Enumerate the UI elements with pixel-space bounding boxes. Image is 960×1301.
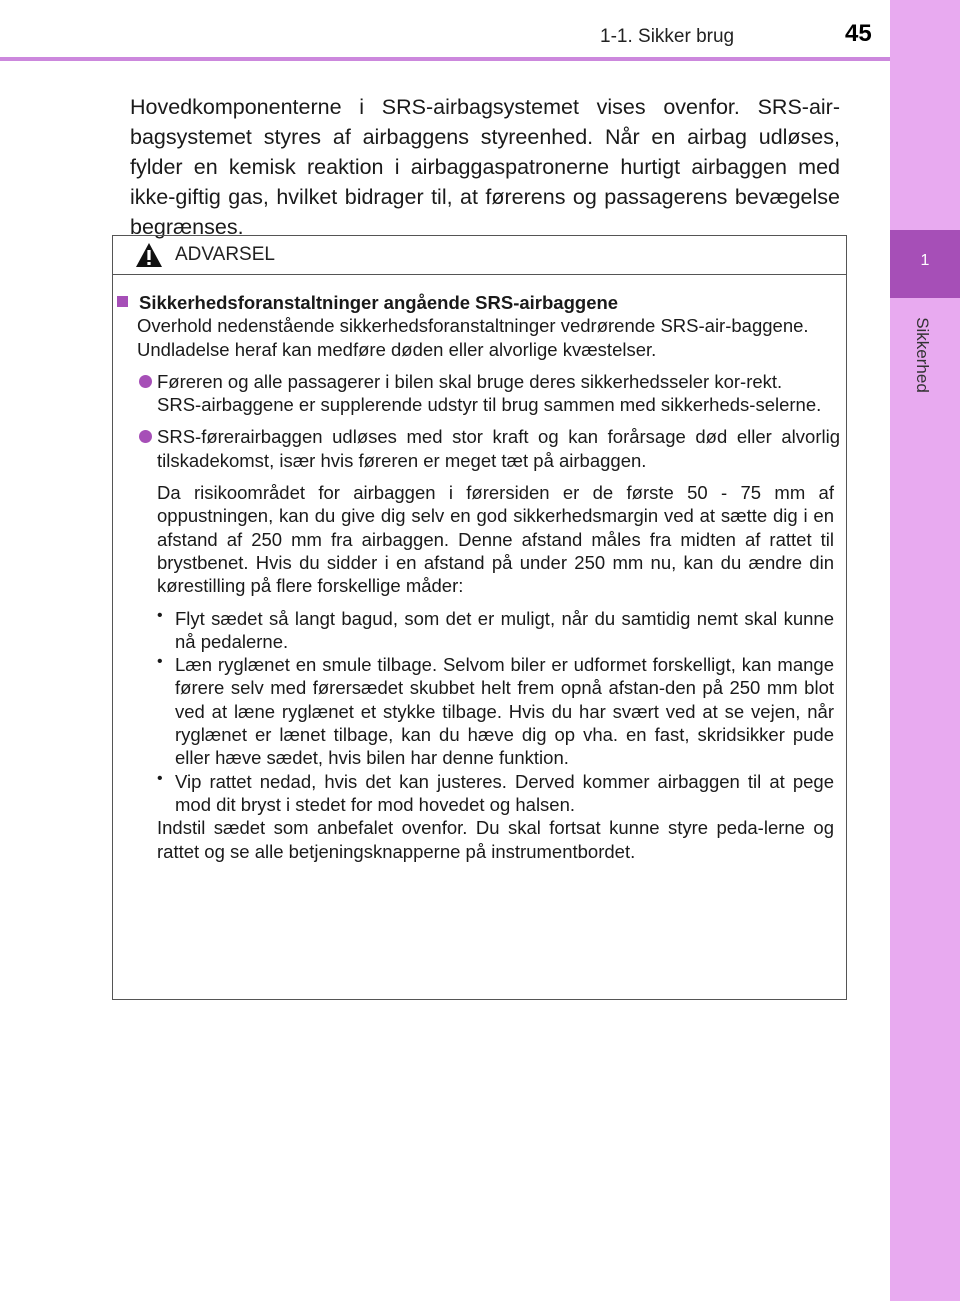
list-item bbox=[157, 370, 840, 417]
header-rule bbox=[0, 57, 890, 61]
bullet-text-2: SRS-airbaggene er supplerende udstyr til brug sammen med sikkerheds-selerne. bbox=[157, 394, 822, 416]
section-title: 1-1. Sikker brug bbox=[600, 26, 735, 47]
sub-list-item bbox=[157, 653, 834, 769]
sub-item-text: Vip rattet nedad, hvis det kan justeres. Derved kommer airbaggen til at pege mod dit bryst i stedet for mod hovedet og halsen. bbox=[175, 770, 834, 815]
warning-lead: Overhold nedenstående sikkerhedsforanstaltninger vedrørende SRS-air-baggene. bbox=[137, 315, 809, 337]
intro-paragraph: Hovedkomponenterne i SRS-airbagsystemet vises ovenfor. SRS-air-bagsystemet styres af airbaggens styreenhed. Når en airbag udløses, fylder en kemisk reaktion i airbaggaspatronerne hurtigt airbaggen med ikke-giftig gas, hvilket bidrager til, at førerens og passagerens bevægelse begrænses. bbox=[130, 94, 840, 239]
detail-paragraph: Da risikoområdet for airbaggen i førersiden er de første 50 - 75 mm af oppustningen, kan du give dig selv en god sikkerhedsmargin ved at sætte dig i en afstand af 250 mm fra airbaggen. Denne afstand måles fra midten af rattet til brystbenet. Hvis du sidder i en afstand på under 250 mm nu, kan du ændre din kørestilling på flere forskellige måder: bbox=[157, 482, 834, 597]
round-bullet-icon bbox=[139, 430, 152, 443]
closing-paragraph: Indstil sædet som anbefalet ovenfor. Du skal fortsat kunne styre peda-lerne og rattet og se alle betjeningsknapperne på instrumentbordet. bbox=[157, 817, 834, 862]
page-number: 45 bbox=[845, 20, 872, 47]
warning-header bbox=[113, 236, 846, 275]
list-item bbox=[157, 425, 840, 472]
chapter-number: 1 bbox=[920, 252, 930, 269]
warning-title: ADVARSEL bbox=[175, 244, 275, 265]
sub-item-text: Flyt sædet så langt bagud, som det er muligt, når du samtidig nemt skal kunne nå pedalerne. bbox=[175, 607, 834, 652]
dot-marker: • bbox=[157, 653, 163, 671]
chapter-label: Sikkerhed bbox=[913, 317, 932, 393]
sub-list-item bbox=[157, 606, 834, 654]
warning-body bbox=[113, 291, 848, 863]
chapter-side-tab bbox=[890, 0, 960, 1301]
round-bullet-icon bbox=[139, 375, 152, 388]
warning-lead-2: Undladelse heraf kan medføre døden eller alvorlige kvæstelser. bbox=[137, 338, 657, 360]
dot-marker: • bbox=[157, 769, 163, 787]
sub-item-text: Læn ryglænet en smule tilbage. Selvom biler er udformet forskelligt, kan mange førere selv med førersædet skubbet helt frem opnå afstan-den på 250 mm blot ved at læne ryglænet et stykke tilbage. Hvis du har svært ved at se vejen, når ryglænet er lænet tilbage, kan du hæve dig op vha. en fast, skridsikker pude eller hæve sædet, hvis bilen har denne funktion. bbox=[175, 654, 834, 769]
warning-heading-text: Sikkerhedsforanstaltninger angående SRS-airbaggene bbox=[139, 292, 619, 313]
warning-box bbox=[112, 235, 847, 1000]
square-bullet-icon bbox=[117, 296, 128, 307]
bullet-text: SRS-førerairbaggen udløses med stor kraft og kan forårsage død eller alvorlig tilskadekomst, især hvis føreren er meget tæt på airbaggen. bbox=[157, 426, 840, 471]
sub-list-item bbox=[157, 769, 834, 817]
warning-heading bbox=[113, 291, 848, 314]
bullet-text: Føreren og alle passagerer i bilen skal bruge deres sikkerhedsseler kor-rekt. bbox=[157, 370, 783, 392]
warning-triangle-icon bbox=[135, 242, 163, 268]
dot-marker: • bbox=[157, 606, 163, 624]
